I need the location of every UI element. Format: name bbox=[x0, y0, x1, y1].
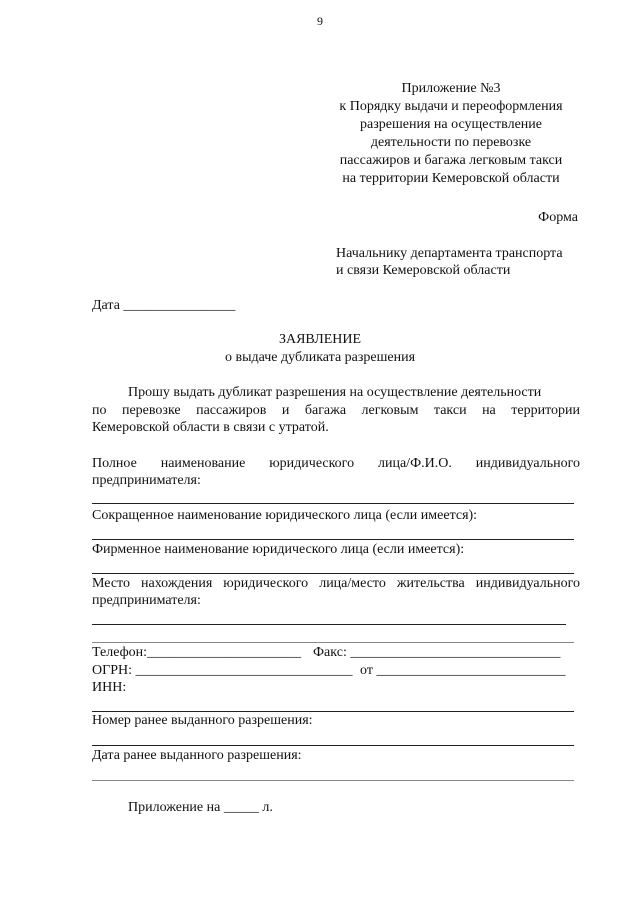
brand-name-label: Фирменное наименование юридического лица (если имеется): bbox=[92, 542, 465, 557]
ogrn-date-field[interactable]: ___________________________ bbox=[376, 663, 566, 678]
prev-number-field[interactable] bbox=[92, 745, 574, 746]
date-blank[interactable]: ________________ bbox=[123, 298, 236, 313]
appendix-line: деятельности по перевозке bbox=[370, 135, 532, 150]
inn-label: ИНН: bbox=[92, 680, 127, 695]
attachment-row bbox=[128, 800, 273, 816]
ogrn-date-row bbox=[360, 663, 565, 679]
request-line-2: по перевозке пассажиров и багажа легковым такси на территории bbox=[92, 403, 580, 418]
short-name-label: Сокращенное наименование юридического лица (если имеется): bbox=[92, 508, 478, 523]
appendix-line: к Порядку выдачи и переоформления bbox=[339, 99, 563, 114]
form-label: Форма bbox=[538, 210, 578, 225]
location-field[interactable] bbox=[92, 624, 566, 625]
phone-field[interactable]: ______________________ bbox=[147, 645, 302, 660]
short-name-field[interactable] bbox=[92, 539, 574, 540]
phone-label: Телефон: bbox=[92, 645, 148, 660]
appendix-line: пассажиров и багажа легковым такси bbox=[339, 153, 563, 168]
ogrn-date-label: от bbox=[360, 663, 373, 678]
location-label-cont: предпринимателя: bbox=[92, 593, 201, 608]
fax-field[interactable]: ______________________________ bbox=[350, 645, 561, 660]
prev-date-label: Дата ранее выданного разрешения: bbox=[92, 748, 302, 763]
inn-field[interactable] bbox=[92, 711, 574, 712]
attachment-suffix: л. bbox=[262, 800, 273, 815]
location-field-2[interactable] bbox=[92, 642, 574, 643]
date-label: Дата bbox=[92, 298, 120, 313]
addressee-line-2: и связи Кемеровской области bbox=[336, 263, 511, 278]
appendix-line: Приложение №3 bbox=[401, 81, 501, 96]
full-name-field[interactable] bbox=[92, 503, 574, 504]
attachment-pages-field[interactable]: _____ bbox=[223, 800, 259, 815]
prev-date-field[interactable] bbox=[92, 780, 574, 781]
ogrn-field[interactable]: _______________________________ bbox=[135, 663, 353, 678]
brand-name-field[interactable] bbox=[92, 573, 574, 574]
document-title: ЗАЯВЛЕНИЕ bbox=[278, 332, 362, 347]
fax-label: Факс: bbox=[313, 645, 347, 660]
full-name-label: Полное наименование юридического лица/Ф.И.О. индивидуального bbox=[92, 456, 580, 471]
appendix-line: на территории Кемеровской области bbox=[342, 171, 560, 186]
addressee-line-1: Начальнику департамента транспорта bbox=[336, 246, 563, 261]
request-line-1: Прошу выдать дубликат разрешения на осуществление деятельности bbox=[128, 385, 542, 400]
fax-row bbox=[313, 645, 560, 661]
attachment-label: Приложение на bbox=[128, 800, 221, 815]
full-name-label-cont: предпринимателя: bbox=[92, 473, 201, 488]
document-subtitle: о выдаче дубликата разрешения bbox=[224, 350, 416, 365]
prev-number-label: Номер ранее выданного разрешения: bbox=[92, 713, 313, 728]
ogrn-row bbox=[92, 663, 353, 679]
ogrn-label: ОГРН: bbox=[92, 663, 132, 678]
request-line-3: Кемеровской области в связи с утратой. bbox=[92, 420, 329, 435]
page-number: 9 bbox=[317, 14, 323, 28]
appendix-header bbox=[322, 80, 580, 188]
location-label: Место нахождения юридического лица/место жительства индивидуального bbox=[92, 576, 580, 591]
appendix-line: разрешения на осуществление bbox=[360, 117, 542, 132]
date-row bbox=[92, 298, 235, 314]
phone-row bbox=[92, 645, 301, 661]
